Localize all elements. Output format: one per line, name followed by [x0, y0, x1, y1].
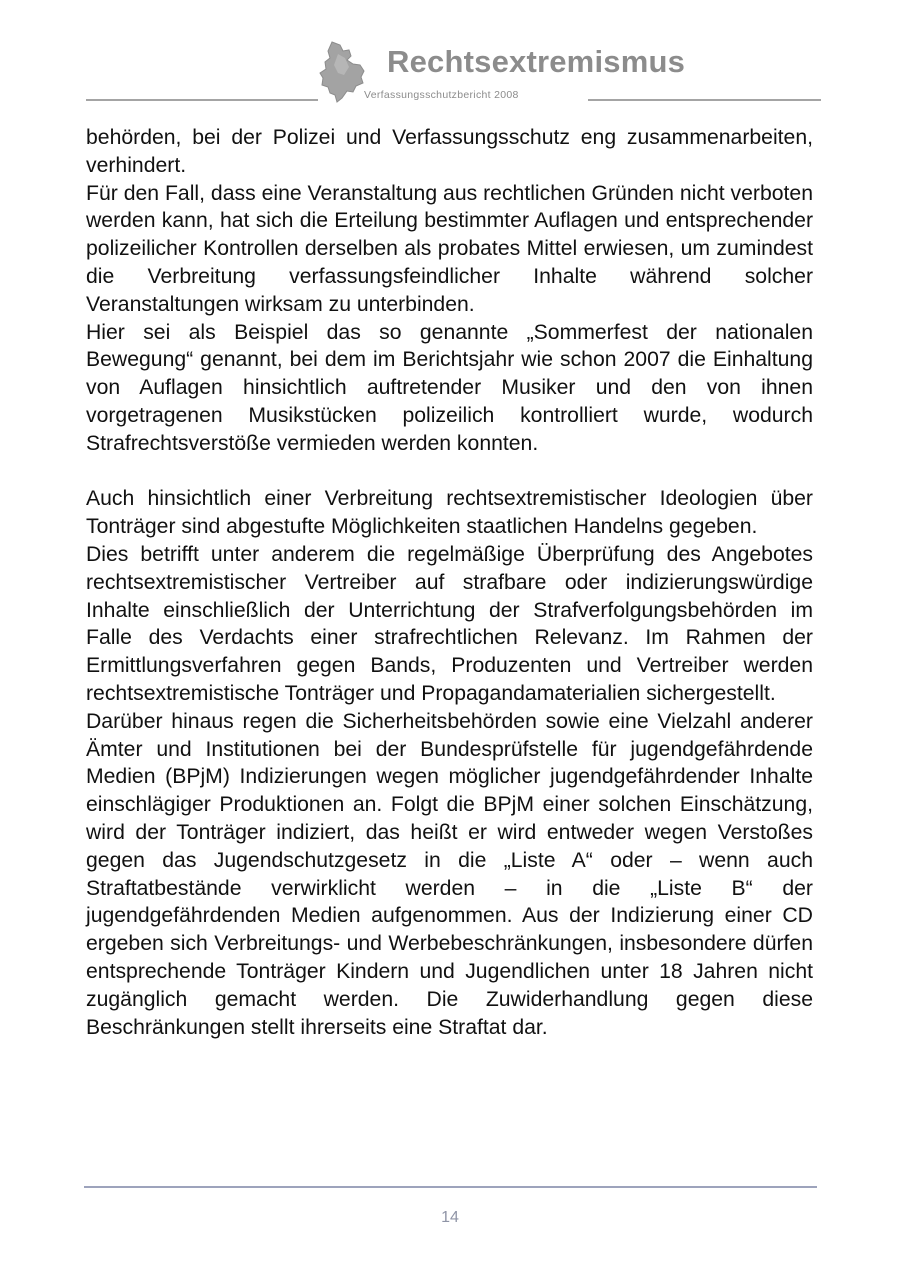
paragraph: Darüber hinaus regen die Sicherheitsbehörden sowie eine Vielzahl anderer Ämter und Institutionen bei der Bundesprüfstelle für jugendgefährdende Medien (BPjM) Indizierungen wegen möglicher jugendgefährdender Inhalte einschlägiger Produktionen an. Folgt die BPjM einer solchen Einschätzung, wird der Tonträger indiziert, das heißt er wird entweder wegen Verstoßes gegen das Jugendschutzgesetz in die „Liste A“ oder – wenn auch Straftatbestände verwirklicht werden – in die „Liste B“ der jugendgefährdenden Medien aufgenommen. Aus der Indizierung einer CD ergeben sich Verbreitungs- und Werbebeschränkungen, insbesondere dürfen entsprechende Tonträger Kindern und Jugendlichen unter 18 Jahren nicht zugänglich gemacht werden. Die Zuwiderhandlung gegen diese Beschränkungen stellt ihrerseits eine Straftat dar.: [86, 709, 813, 1039]
footer-rule: [84, 1186, 817, 1188]
paragraph: Auch hinsichtlich einer Verbreitung rechtsextremistischer Ideologien über Tonträger sind abgestufte Möglichkeiten staatlichen Handelns gegeben.: [86, 487, 813, 539]
paragraph-spacer: [86, 458, 813, 486]
header-rule-right: [588, 99, 821, 101]
header-rule-left: [86, 99, 318, 101]
paragraph: Für den Fall, dass eine Veranstaltung aus rechtlichen Gründen nicht verboten werden kann, hat sich die Erteilung bestimmter Auflagen und entsprechender polizeilicher Kontrollen derselben als probates Mittel erwiesen, um zumindest die Verbreitung verfassungsfeindlicher Inhalte während solcher Veranstaltungen wirksam zu unterbinden.: [86, 181, 813, 316]
report-body: [86, 124, 813, 1041]
header-subtitle: Verfassungsschutzbericht 2008: [364, 89, 519, 101]
paragraph: Dies betrifft unter anderem die regelmäßige Überprüfung des Angebotes rechtsextremistischer Vertreiber auf strafbare oder indizierungswürdige Inhalte einschließlich der Unterrichtung der Strafverfolgungsbehörden im Falle des Verdachts einer strafrechtlichen Relevanz. Im Rahmen der Ermittlungsverfahren gegen Bands, Produzenten und Vertreiber werden rechtsextremistische Tonträger und Propagandamaterialien sichergestellt.: [86, 542, 813, 705]
paragraph: Hier sei als Beispiel das so genannte „Sommerfest der nationalen Bewegung“ genannt, bei dem im Berichtsjahr wie schon 2007 die Einhaltung von Auflagen hinsichtlich auftretender Musiker und den von ihnen vorgetragenen Musikstücken polizeilich kontrolliert wurde, wodurch Strafrechtsverstöße vermieden werden konnten.: [86, 320, 813, 455]
saxony-anhalt-map-icon: [318, 40, 366, 104]
page-header: [0, 0, 900, 110]
header-title: Rechtsextremismus: [387, 44, 686, 79]
page-number: 14: [441, 1209, 459, 1226]
paragraph: behörden, bei der Polizei und Verfassungsschutz eng zusammenarbeiten, verhindert.: [86, 126, 813, 177]
